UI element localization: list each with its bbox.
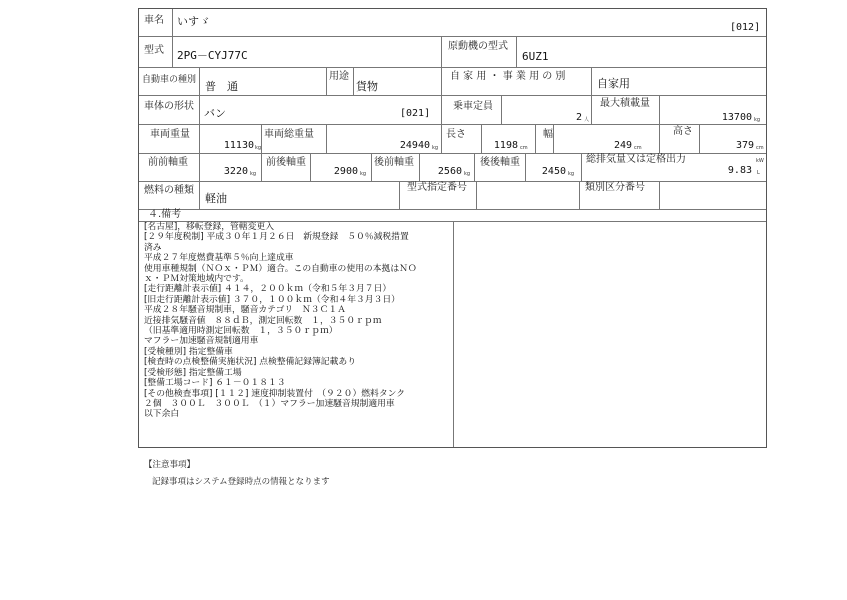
remarks-title: ４.備考 bbox=[148, 209, 182, 220]
gross-weight-label: 車両総重量 bbox=[264, 129, 314, 140]
width-label: 幅 bbox=[543, 129, 553, 140]
max-load-label: 最大積載量 bbox=[600, 98, 650, 109]
car-name-value: いすゞ bbox=[177, 15, 210, 28]
rear-rear-axle-value: 2450 bbox=[541, 166, 566, 177]
max-load-value: 13700 bbox=[721, 112, 752, 123]
remarks-line: [名古屋]，移転登録，管轄変更入 bbox=[144, 222, 275, 232]
displacement-unit-kw: kW bbox=[756, 158, 764, 164]
front-rear-axle-value: 2900 bbox=[333, 166, 358, 177]
fuel-label: 燃料の種類 bbox=[144, 185, 194, 196]
length-value: 1198 bbox=[493, 140, 518, 151]
rear-front-axle-unit: kg bbox=[464, 171, 471, 177]
capacity-unit: 人 bbox=[584, 117, 590, 123]
private-business-label: 自 家 用 ・ 事 業 用 の 別 bbox=[450, 71, 566, 82]
remarks-line: [受検形態] 指定整備工場 bbox=[144, 367, 242, 378]
body-shape-label: 車体の形状 bbox=[144, 101, 194, 112]
remarks-line: [走行距離計表示値] ４１４，２００ｋｍ（令和５年３月７日） bbox=[144, 284, 392, 295]
weight-value: 11130 bbox=[223, 140, 254, 151]
height-label: 高さ bbox=[673, 126, 693, 137]
remarks-line: 平成２７年度燃費基準５％向上達成車 bbox=[144, 253, 294, 264]
engine-model-value: 6UZ1 bbox=[522, 50, 549, 63]
fuel-value: 軽油 bbox=[205, 192, 227, 205]
gross-weight-value: 24940 bbox=[399, 140, 430, 151]
rear-front-axle-value: 2560 bbox=[437, 166, 462, 177]
front-rear-axle-label: 前後軸重 bbox=[266, 157, 306, 168]
model-value: 2PG－CYJ77C bbox=[177, 49, 248, 62]
vehicle-type-value: 普 通 bbox=[205, 80, 238, 93]
remarks-body bbox=[144, 222, 458, 420]
front-front-axle-value: 3220 bbox=[223, 166, 248, 177]
notice-text: 記録事項はシステム登録時点の情報となります bbox=[152, 477, 330, 487]
remarks-line: [旧走行距離計表示値] ３７０，１００ｋｍ（令和４年３月３日） bbox=[144, 294, 400, 305]
notice-title: 【注意事項】 bbox=[144, 460, 196, 470]
width-unit: cm bbox=[634, 145, 642, 151]
category-label: 類別区分番号 bbox=[585, 182, 645, 193]
remarks-line: ｘ・ＰＭ対策地域内です。 bbox=[144, 274, 249, 285]
length-label: 長さ bbox=[446, 129, 466, 140]
remarks-line: 使用車種規制（ＮＯｘ・ＰＭ）適合。この自動車の使用の本拠はＮＯ bbox=[144, 263, 417, 274]
remarks-line: [検査時の点検整備実施状況] 点検整備記録簿記載あり bbox=[144, 357, 356, 368]
max-load-unit: kg bbox=[754, 117, 761, 123]
model-label: 型式 bbox=[144, 45, 164, 56]
car-name-code: [012] bbox=[730, 22, 761, 33]
width-value: 249 bbox=[613, 140, 632, 151]
purpose-value: 貨物 bbox=[356, 80, 378, 93]
displacement-label: 総排気量又は定格出力 bbox=[586, 154, 686, 165]
front-front-axle-unit: kg bbox=[250, 171, 257, 177]
height-value: 379 bbox=[735, 140, 754, 151]
type-designation-label: 型式指定番号 bbox=[407, 182, 467, 193]
capacity-value: 2 bbox=[575, 112, 582, 123]
remarks-line: マフラー加速騒音規制適用車 bbox=[144, 336, 259, 347]
remarks-line: ２個 ３００Ｌ ３００Ｌ （１）マフラー加速騒音規制適用車 bbox=[144, 398, 395, 409]
engine-model-label: 原動機の型式 bbox=[448, 41, 508, 52]
purpose-label: 用途 bbox=[329, 71, 349, 82]
weight-label: 車両重量 bbox=[150, 129, 190, 140]
front-front-axle-label: 前前軸重 bbox=[148, 157, 188, 168]
vehicle-type-label: 自動車の種別 bbox=[142, 75, 197, 85]
remarks-line: [２９年度税制] 平成３０年１月２６日 新規登録 ５０％減税措置 bbox=[144, 232, 409, 243]
gross-weight-unit: kg bbox=[432, 145, 439, 151]
remarks-line: [その他検査事項] [１１２] 速度抑制装置付 （９２０）燃料タンク bbox=[144, 388, 406, 399]
remarks-line: 済み bbox=[144, 242, 162, 253]
remarks-line: 近接排気騒音値 ８８ｄＢ，測定回転数 １，３５０ｒｐｍ bbox=[144, 315, 382, 326]
body-shape-value: バン bbox=[204, 107, 226, 120]
rear-front-axle-label: 後前軸重 bbox=[374, 157, 414, 168]
remarks-line: [受検種別] 指定整備車 bbox=[144, 346, 233, 357]
capacity-label: 乗車定員 bbox=[453, 101, 493, 112]
displacement-value: 9.83 bbox=[727, 165, 752, 176]
remarks-line: [整備工場コード] ６１－０１８１３ bbox=[144, 378, 286, 389]
rear-rear-axle-unit: kg bbox=[568, 171, 575, 177]
body-shape-code: [021] bbox=[400, 108, 431, 119]
remarks-line: （旧基準適用時測定回転数 １，３５０ｒｐｍ） bbox=[144, 326, 338, 337]
length-unit: cm bbox=[520, 145, 528, 151]
weight-unit: kg bbox=[255, 145, 262, 151]
remarks-line: 以下余白 bbox=[144, 409, 180, 420]
displacement-unit-l: L bbox=[757, 170, 760, 176]
rear-rear-axle-label: 後後軸重 bbox=[480, 157, 520, 168]
car-name-label: 車名 bbox=[144, 15, 164, 26]
front-rear-axle-unit: kg bbox=[360, 171, 367, 177]
remarks-line: 平成２８年騒音規制車，騒音カテゴリ Ｎ３Ｃ１Ａ bbox=[144, 305, 346, 316]
height-unit: cm bbox=[756, 145, 764, 151]
private-business-value: 自家用 bbox=[597, 77, 630, 90]
